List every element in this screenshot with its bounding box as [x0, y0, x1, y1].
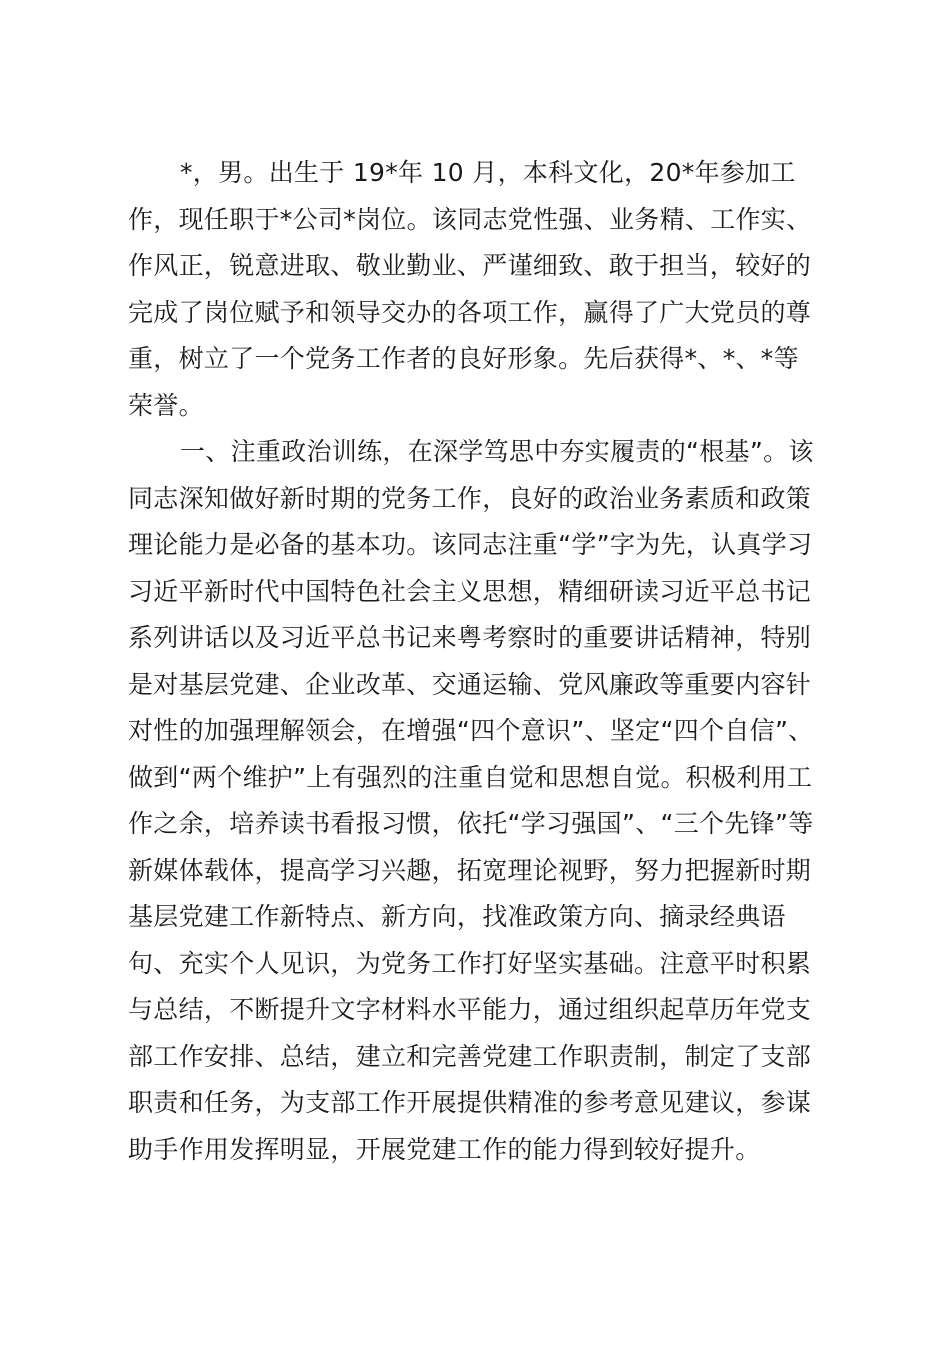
text-line: 助手作用发挥明显，开展党建工作的能力得到较好提升。	[128, 1134, 761, 1164]
text-line: 同志深知做好新时期的党务工作，良好的政治业务素质和政策	[128, 483, 812, 513]
text-line: 句、充实个人见识，为党务工作打好坚实基础。注意平时积累	[128, 948, 812, 978]
text-line: 系列讲话以及习近平总书记来粤考察时的重要讲话精神，特别	[128, 623, 812, 652]
text-line: 重，树立了一个党务工作者的良好形象。先后获得*、*、*等	[128, 344, 799, 373]
text-line: 作之余，培养读书看报习惯，依托“学习强国”、“三个先锋”等	[128, 809, 814, 838]
text-line: 是对基层党建、企业改革、交通运输、党风廉政等重要内容针	[128, 669, 812, 699]
text-line: 作，现任职于*公司*岗位。该同志党性强、业务精、工作实、	[128, 204, 812, 234]
text-line: 完成了岗位赋予和领导交办的各项工作，赢得了广大党员的尊	[128, 297, 812, 327]
text-line: 一、注重政治训练，在深学笃思中夯实履责的“根基”。该	[180, 437, 814, 466]
text-line: 基层党建工作新特点、新方向，找准政策方向、摘录经典语	[128, 902, 786, 931]
text-line: 与总结，不断提升文字材料水平能力，通过组织起草历年党支	[128, 995, 812, 1024]
text-line: 新媒体载体，提高学习兴趣，拓宽理论视野，努力把握新时期	[128, 855, 812, 885]
text-line: 部工作安排、总结，建立和完善党建工作职责制，制定了支部	[128, 1041, 812, 1071]
text-line: 做到“两个维护”上有强烈的注重自觉和思想自觉。积极利用工	[128, 762, 813, 792]
paragraph-profile	[128, 150, 828, 429]
text-line: 职责和任务，为支部工作开展提供精准的参考意见建议，参谋	[128, 1088, 812, 1117]
paragraph-political-training	[128, 429, 828, 1173]
document-body	[128, 150, 828, 1173]
text-line: 荣誉。	[128, 390, 204, 420]
text-line: 理论能力是必备的基本功。该同志注重“学”字为先，认真学习	[128, 530, 813, 559]
text-line: 对性的加强理解领会，在增强“四个意识”、坚定“四个自信”、	[128, 716, 814, 745]
text-line: *，男。出生于 19*年 10 月，本科文化，20*年参加工	[180, 158, 796, 187]
text-line: 作风正，锐意进取、敬业勤业、严谨细致、敢于担当，较好的	[128, 251, 812, 280]
text-line: 习近平新时代中国特色社会主义思想，精细研读习近平总书记	[128, 576, 812, 606]
